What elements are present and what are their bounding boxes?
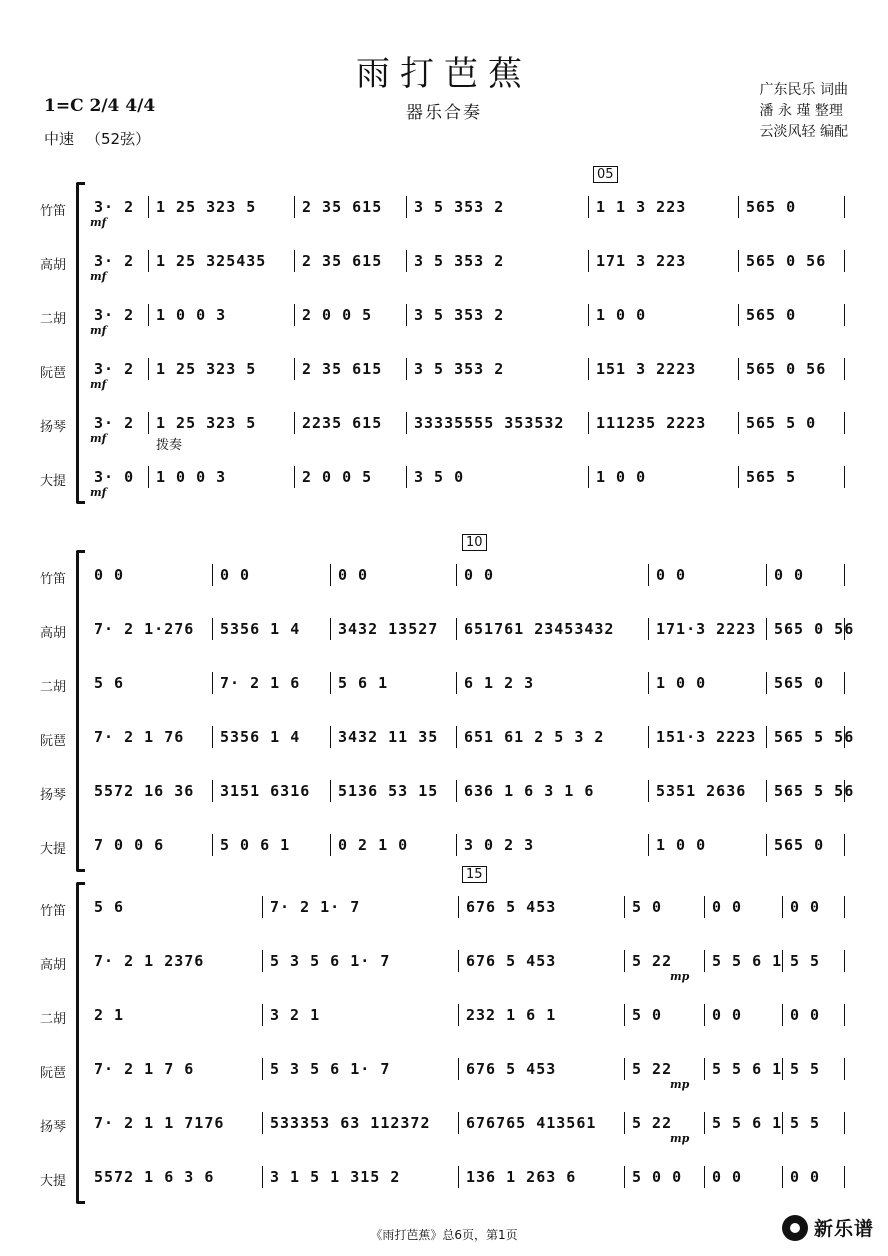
measure-notes: 136 1 263 6: [466, 1168, 577, 1186]
barline: [294, 466, 295, 488]
barline: [262, 896, 263, 918]
instrument-row: [0, 942, 888, 982]
system-brace: [76, 182, 85, 504]
barline: [294, 358, 295, 380]
barline: [738, 250, 739, 272]
tempo-marking: [44, 128, 150, 149]
barline: [782, 950, 783, 972]
measure-notes: 3 5 0: [414, 468, 465, 486]
barline: [844, 1112, 845, 1134]
instrument-name: 二胡: [40, 312, 67, 327]
instrument-name: 扬琴: [40, 788, 67, 803]
barline: [262, 1004, 263, 1026]
barline: [704, 1112, 705, 1134]
measure-notes: 0 2 1 0: [338, 836, 409, 854]
barline: [844, 1058, 845, 1080]
barline: [456, 618, 457, 640]
instrument-row: [0, 1158, 888, 1198]
barline: [738, 358, 739, 380]
measure-notes: 3432 13527: [338, 620, 439, 638]
measure-notes: 5356 1 4: [220, 728, 301, 746]
measure-notes: 5 0 0: [632, 1168, 683, 1186]
barline: [588, 250, 589, 272]
instrument-name: 大提: [40, 474, 67, 489]
measure-notes: 1 25 323 5: [156, 414, 257, 432]
measure-notes: 5 5 6 1: [712, 952, 783, 970]
instrument-name: 扬琴: [40, 1120, 67, 1135]
measure-notes: 565 5 0: [746, 414, 817, 432]
barline: [844, 250, 845, 272]
measure-notes: 565 5 56: [774, 728, 855, 746]
measure-notes: 5 22: [632, 1060, 673, 1078]
measure-notes: 171 3 223: [596, 252, 687, 270]
record-icon: [782, 1215, 808, 1241]
instrument-name: 阮琶: [40, 366, 67, 381]
barline: [212, 780, 213, 802]
measure-notes: 1 25 325435: [156, 252, 267, 270]
measure-notes: 6 1 2 3: [464, 674, 535, 692]
measure-notes: 7· 2 1 1 7176: [94, 1114, 225, 1132]
measure-notes: 232 1 6 1: [466, 1006, 557, 1024]
measure-notes: 3 1 5 1 315 2: [270, 1168, 401, 1186]
instrument-row: [0, 296, 888, 336]
measure-notes: 1 0 0: [656, 674, 707, 692]
barline: [648, 564, 649, 586]
measure-notes: 0 0: [790, 1006, 821, 1024]
barline: [844, 834, 845, 856]
instrument-name: 竹笛: [40, 904, 67, 919]
barline: [262, 1058, 263, 1080]
barline: [212, 672, 213, 694]
tuning-text: （52弦）: [86, 130, 151, 148]
barline: [738, 466, 739, 488]
measure-notes: 7· 2 1·276: [94, 620, 195, 638]
barline: [704, 1166, 705, 1188]
barline: [406, 412, 407, 434]
measure-notes: 565 0: [746, 306, 797, 324]
instrument-name: 二胡: [40, 1012, 67, 1027]
measure-notes: 5 22: [632, 1114, 673, 1132]
barline: [648, 672, 649, 694]
barline: [148, 358, 149, 380]
measure-notes: 5 5 6 1: [712, 1060, 783, 1078]
barline: [648, 834, 649, 856]
measure-notes: 565 0 56: [746, 252, 827, 270]
measure-notes: 5 6 1: [338, 674, 389, 692]
instrument-row: [0, 664, 888, 704]
barline: [330, 672, 331, 694]
measure-notes: 676 5 453: [466, 1060, 557, 1078]
barline: [844, 780, 845, 802]
measure-notes: 533353 63 112372: [270, 1114, 431, 1132]
measure-notes: 5136 53 15: [338, 782, 439, 800]
dynamic-marking: mf: [90, 378, 107, 391]
measure-notes: 7· 2 1 2376: [94, 952, 205, 970]
measure-notes: 5 6: [94, 674, 125, 692]
measure-notes: 1 25 323 5: [156, 198, 257, 216]
measure-notes: 7· 2 1· 7: [270, 898, 361, 916]
measure-notes: 1 25 323 5: [156, 360, 257, 378]
rehearsal-number: 05: [593, 166, 618, 183]
credits: [760, 80, 848, 143]
measure-notes: 2 0 0 5: [302, 468, 373, 486]
instrument-name: 阮琶: [40, 734, 67, 749]
instrument-row: [0, 556, 888, 596]
rehearsal-number: 10: [462, 534, 487, 551]
instrument-row: [0, 404, 888, 453]
instrument-row: [0, 1104, 888, 1144]
instrument-row: [0, 188, 888, 228]
barline: [294, 304, 295, 326]
barline: [212, 834, 213, 856]
barline: [330, 780, 331, 802]
system-brace: [76, 550, 85, 872]
rehearsal-number: 15: [462, 866, 487, 883]
barline: [330, 564, 331, 586]
measure-notes: 565 5: [746, 468, 797, 486]
measure-notes: 0 0: [790, 1168, 821, 1186]
measure-notes: 565 0 56: [774, 620, 855, 638]
barline: [704, 1004, 705, 1026]
barline: [458, 1058, 459, 1080]
barline: [456, 564, 457, 586]
barline: [766, 672, 767, 694]
barline: [330, 618, 331, 640]
barline: [766, 780, 767, 802]
measure-notes: 3· 2: [94, 306, 135, 324]
barline: [458, 896, 459, 918]
barline: [148, 466, 149, 488]
dynamic-marking: mp: [670, 970, 690, 983]
measure-notes: 2235 615: [302, 414, 383, 432]
measure-notes: 5 5: [790, 952, 821, 970]
measure-notes: 3151 6316: [220, 782, 311, 800]
instrument-row: [0, 610, 888, 650]
measure-notes: 3· 2: [94, 198, 135, 216]
measure-notes: 3· 0: [94, 468, 135, 486]
barline: [766, 564, 767, 586]
barline: [624, 896, 625, 918]
measure-notes: 7· 2 1 6: [220, 674, 301, 692]
tempo-text: 中速: [44, 130, 75, 148]
barline: [624, 1004, 625, 1026]
instrument-name: 二胡: [40, 680, 67, 695]
barline: [330, 834, 331, 856]
measure-notes: 1 0 0 3: [156, 306, 227, 324]
barline: [456, 672, 457, 694]
measure-notes: 151·3 2223: [656, 728, 757, 746]
barline: [648, 726, 649, 748]
barline: [456, 834, 457, 856]
system-brace: [76, 882, 85, 1204]
barline: [704, 950, 705, 972]
measure-notes: 5 0: [632, 898, 663, 916]
barline: [738, 412, 739, 434]
instrument-row: [0, 458, 888, 498]
pizzicato-annotation: 拨奏: [156, 438, 183, 453]
measure-notes: 1 0 0: [596, 306, 647, 324]
barline: [262, 1112, 263, 1134]
barline: [782, 1058, 783, 1080]
measure-notes: 5 3 5 6 1· 7: [270, 952, 391, 970]
barline: [262, 950, 263, 972]
instrument-row: [0, 1050, 888, 1090]
measure-notes: 1 0 0: [656, 836, 707, 854]
barline: [456, 780, 457, 802]
measure-notes: 5356 1 4: [220, 620, 301, 638]
measure-notes: 3· 2: [94, 360, 135, 378]
measure-notes: 0 0: [774, 566, 805, 584]
instrument-row: [0, 242, 888, 282]
measure-notes: 636 1 6 3 1 6: [464, 782, 595, 800]
barline: [704, 896, 705, 918]
barline: [738, 304, 739, 326]
dynamic-marking: mf: [90, 432, 107, 445]
measure-notes: 3432 11 35: [338, 728, 439, 746]
barline: [844, 196, 845, 218]
measure-notes: 111235 2223: [596, 414, 707, 432]
barline: [458, 1166, 459, 1188]
measure-notes: 565 5 56: [774, 782, 855, 800]
measure-notes: 5351 2636: [656, 782, 747, 800]
measure-notes: 0 0: [220, 566, 251, 584]
measure-notes: 0 0: [712, 898, 743, 916]
barline: [624, 950, 625, 972]
dynamic-marking: mf: [90, 216, 107, 229]
measure-notes: 33335555 353532: [414, 414, 565, 432]
barline: [588, 358, 589, 380]
measure-notes: 5572 16 36: [94, 782, 195, 800]
measure-notes: 3 5 353 2: [414, 306, 505, 324]
barline: [406, 358, 407, 380]
barline: [844, 466, 845, 488]
barline: [588, 304, 589, 326]
barline: [782, 1166, 783, 1188]
barline: [406, 304, 407, 326]
key-signature: 1=C 2/4 4/4: [44, 96, 156, 116]
barline: [738, 196, 739, 218]
instrument-row: [0, 772, 888, 812]
barline: [766, 834, 767, 856]
measure-notes: 171·3 2223: [656, 620, 757, 638]
barline: [458, 1112, 459, 1134]
barline: [212, 726, 213, 748]
barline: [782, 896, 783, 918]
credit-orchestrator: 云淡风轻 编配: [759, 124, 848, 140]
barline: [766, 618, 767, 640]
measure-notes: 0 0: [338, 566, 369, 584]
measure-notes: 7 0 0 6: [94, 836, 165, 854]
measure-notes: 5 6: [94, 898, 125, 916]
measure-notes: 676765 413561: [466, 1114, 597, 1132]
page-footer: 《雨打芭蕉》总6页，第1页: [370, 1228, 518, 1242]
instrument-name: 高胡: [40, 626, 67, 641]
measure-notes: 151 3 2223: [596, 360, 697, 378]
barline: [844, 358, 845, 380]
measure-notes: 565 0: [774, 836, 825, 854]
barline: [624, 1112, 625, 1134]
measure-notes: 676 5 453: [466, 898, 557, 916]
measure-notes: 5 0: [632, 1006, 663, 1024]
barline: [406, 250, 407, 272]
measure-notes: 0 0: [790, 898, 821, 916]
measure-notes: 3· 2: [94, 252, 135, 270]
barline: [844, 618, 845, 640]
measure-notes: 7· 2 1 76: [94, 728, 185, 746]
barline: [294, 412, 295, 434]
measure-notes: 1 0 0 3: [156, 468, 227, 486]
logo-text: 新乐谱: [813, 1218, 874, 1240]
measure-notes: 5 5: [790, 1060, 821, 1078]
measure-notes: 0 0: [656, 566, 687, 584]
barline: [148, 196, 149, 218]
measure-notes: 2 0 0 5: [302, 306, 373, 324]
measure-notes: 5572 1 6 3 6: [94, 1168, 215, 1186]
barline: [406, 196, 407, 218]
measure-notes: 0 0: [712, 1168, 743, 1186]
barline: [844, 896, 845, 918]
measure-notes: 651761 23453432: [464, 620, 615, 638]
barline: [212, 618, 213, 640]
barline: [458, 950, 459, 972]
barline: [766, 726, 767, 748]
barline: [212, 564, 213, 586]
page-subtitle: 器乐合奏: [406, 103, 482, 123]
barline: [648, 780, 649, 802]
barline: [588, 466, 589, 488]
measure-notes: 1 1 3 223: [596, 198, 687, 216]
measure-notes: 5 5: [790, 1114, 821, 1132]
credit-arranger: 潘 永 瑾 整理: [759, 103, 843, 119]
measure-notes: 1 0 0: [596, 468, 647, 486]
measure-notes: 3 5 353 2: [414, 252, 505, 270]
barline: [844, 672, 845, 694]
measure-notes: 676 5 453: [466, 952, 557, 970]
instrument-row: [0, 718, 888, 758]
barline: [844, 564, 845, 586]
measure-notes: 2 35 615: [302, 252, 383, 270]
measure-notes: 5 5 6 1: [712, 1114, 783, 1132]
measure-notes: 3 5 353 2: [414, 198, 505, 216]
measure-notes: 565 0 56: [746, 360, 827, 378]
credit-composer: 广东民乐 词曲: [759, 82, 848, 98]
barline: [406, 466, 407, 488]
measure-notes: 3 2 1: [270, 1006, 321, 1024]
barline: [588, 196, 589, 218]
measure-notes: 2 35 615: [302, 198, 383, 216]
instrument-name: 高胡: [40, 258, 67, 273]
barline: [648, 618, 649, 640]
dynamic-marking: mf: [90, 486, 107, 499]
measure-notes: 3 0 2 3: [464, 836, 535, 854]
measure-notes: 0 0: [94, 566, 125, 584]
measure-notes: 2 1: [94, 1006, 125, 1024]
measure-notes: 565 0: [746, 198, 797, 216]
barline: [148, 250, 149, 272]
instrument-row: [0, 888, 888, 928]
dynamic-marking: mf: [90, 324, 107, 337]
instrument-row: [0, 826, 888, 866]
instrument-name: 阮琶: [40, 1066, 67, 1081]
instrument-row: [0, 350, 888, 390]
measure-notes: 3· 2: [94, 414, 135, 432]
measure-notes: 565 0: [774, 674, 825, 692]
measure-notes: 5 22: [632, 952, 673, 970]
barline: [294, 196, 295, 218]
measure-notes: 651 61 2 5 3 2: [464, 728, 605, 746]
measure-notes: 0 0: [712, 1006, 743, 1024]
barline: [704, 1058, 705, 1080]
dynamic-marking: mp: [670, 1132, 690, 1145]
logo: [782, 1214, 874, 1241]
measure-notes: 2 35 615: [302, 360, 383, 378]
barline: [148, 304, 149, 326]
barline: [262, 1166, 263, 1188]
measure-notes: 3 5 353 2: [414, 360, 505, 378]
page-title: 雨打芭蕉: [356, 54, 532, 94]
barline: [782, 1004, 783, 1026]
barline: [844, 412, 845, 434]
instrument-name: 高胡: [40, 958, 67, 973]
barline: [844, 304, 845, 326]
instrument-row: [0, 996, 888, 1036]
measure-notes: 7· 2 1 7 6: [94, 1060, 195, 1078]
barline: [588, 412, 589, 434]
measure-notes: 5 3 5 6 1· 7: [270, 1060, 391, 1078]
barline: [294, 250, 295, 272]
instrument-name: 竹笛: [40, 204, 67, 219]
barline: [844, 1166, 845, 1188]
barline: [844, 1004, 845, 1026]
measure-notes: 5 0 6 1: [220, 836, 291, 854]
instrument-name: 扬琴: [40, 420, 67, 435]
dynamic-marking: mf: [90, 270, 107, 283]
barline: [458, 1004, 459, 1026]
barline: [456, 726, 457, 748]
barline: [844, 950, 845, 972]
barline: [330, 726, 331, 748]
barline: [148, 412, 149, 434]
barline: [844, 726, 845, 748]
measure-notes: 0 0: [464, 566, 495, 584]
instrument-name: 竹笛: [40, 572, 67, 587]
barline: [624, 1058, 625, 1080]
instrument-name: 大提: [40, 1174, 67, 1189]
dynamic-marking: mp: [670, 1078, 690, 1091]
barline: [624, 1166, 625, 1188]
instrument-name: 大提: [40, 842, 67, 857]
barline: [782, 1112, 783, 1134]
